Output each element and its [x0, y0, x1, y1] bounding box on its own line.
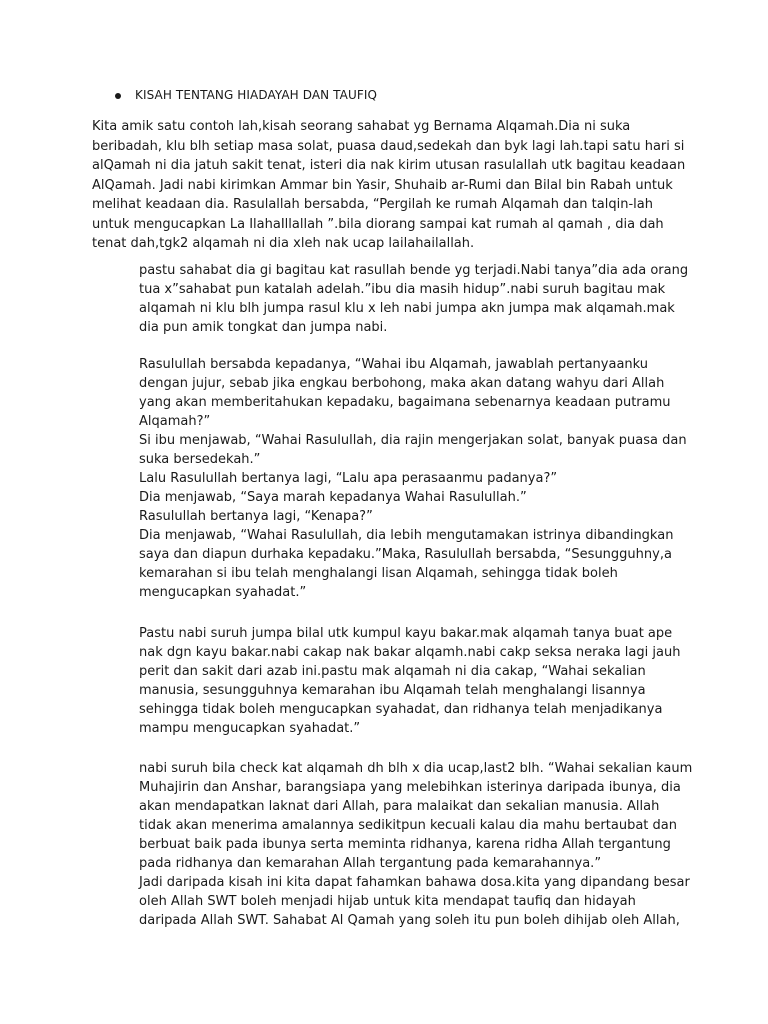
paragraph-4-line: Jadi daripada kisah ini kita dapat fahamkan bahawa dosa.kita yang dipandang besar oleh Allah SWT boleh menjadi hijab untuk kita mendapat taufiq dan hidayah daripada Allah SWT. Sahabat Al Qamah yang soleh itu pun boleh dihijab oleh Allah, — [139, 875, 690, 928]
document-heading: KISAH TENTANG HIADAYAH DAN TAUFIQ — [135, 88, 378, 102]
paragraph-4-line: nabi suruh bila check kat alqamah dh blh x dia ucap,last2 blh. “Wahai sekalian kaum Muhajirin dan Anshar, barangsiapa yang melebihkan isterinya daripada ibunya, dia akan mendapatkan laknat dari Allah, para malaikat dan sekalian manusia. Allah tidak akan menerima amalannya sedikitpun kecuali kalau dia mahu bertaubat dan berbuat baik pada ibunya serta meminta ridhanya, karena ridha Allah tergantung pada ridhanya dan kemarahan Allah tergantung pada kemarahannya.” — [139, 761, 693, 871]
paragraph-2-line: Lalu Rasulullah bertanya lagi, “Lalu apa perasaanmu padanya?” — [139, 471, 558, 486]
intro-paragraph: Kita amik satu contoh lah,kisah seorang sahabat yg Bernama Alqamah.Dia ni suka beribadah, klu blh setiap masa solat, puasa daud,sedekah dan byk lagi lah.tapi satu hari si alQamah ni dia jatuh sakit tenat, isteri dia nak kirim utusan rasulallah utk bagitau keadaan AlQamah. Jadi nabi kirimkan Ammar bin Yasir, Shuhaib ar-Rumi dan Bilal bin Rabah untuk melihat keadaan dia. Rasulallah bersabda, “Pergilah ke rumah Alqamah dan talqin-lah untuk mengucapkan La IlahaIllallah ”.bila diorang sampai kat rumah al qamah , dia dah tenat dah,tgk2 alqamah ni dia xleh nak ucap lailahailallah. — [92, 119, 686, 251]
paragraph-2-line: Rasulullah bersabda kepadanya, “Wahai ibu Alqamah, jawablah pertanyaanku dengan jujur, sebab jika engkau berbohong, maka akan datang wahyu dari Allah yang akan memberitahukan kepadaku, bagaimana sebenarnya keadaan putramu Alqamah?” — [139, 357, 671, 429]
paragraph-2-line: Dia menjawab, “Saya marah kepadanya Wahai Rasulullah.” — [139, 490, 527, 505]
bullet-icon — [115, 93, 121, 99]
paragraph-2-line: Dia menjawab, “Wahai Rasulullah, dia lebih mengutamakan istrinya dibandingkan saya dan diapun durhaka kepadaku.”Maka, Rasulullah bersabda, “Sesungguhny,a kemarahan si ibu telah menghalangi lisan Alqamah, sehingga tidak boleh mengucapkan syahadat.” — [139, 528, 674, 600]
paragraph-2 — [139, 355, 694, 602]
paragraph-3: Pastu nabi suruh jumpa bilal utk kumpul kayu bakar.mak alqamah tanya buat ape nak dgn kayu bakar.nabi cakap nak bakar alqamh.nabi cakp seksa neraka lagi jauh perit dan sakit dari azab ini.pastu mak alqamah ni dia cakap, “Wahai sekalian manusia, sesungguhnya kemarahan ibu Alqamah telah menghalangi lisannya sehingga tidak boleh mengucapkan syahadat, dan ridhanya telah menjadikanya mampu mengucapkan syahadat.” — [139, 626, 681, 736]
paragraph-1: pastu sahabat dia gi bagitau kat rasullah bende yg terjadi.Nabi tanya”dia ada orang tua x”sahabat pun katalah adelah.”ibu dia masih hidup”.nabi suruh bagitau mak alqamah ni klu blh jumpa rasul klu x leh nabi jumpa akn jumpa mak alqamah.mak dia pun amik tongkat dan jumpa nabi. — [139, 263, 689, 335]
paragraph-4 — [139, 759, 694, 930]
paragraph-2-line: Si ibu menjawab, “Wahai Rasulullah, dia rajin mengerjakan solat, banyak puasa dan suka bersedekah.” — [139, 433, 687, 467]
paragraph-2-line: Rasulullah bertanya lagi, “Kenapa?” — [139, 509, 373, 524]
heading-bullet-item — [115, 88, 377, 102]
